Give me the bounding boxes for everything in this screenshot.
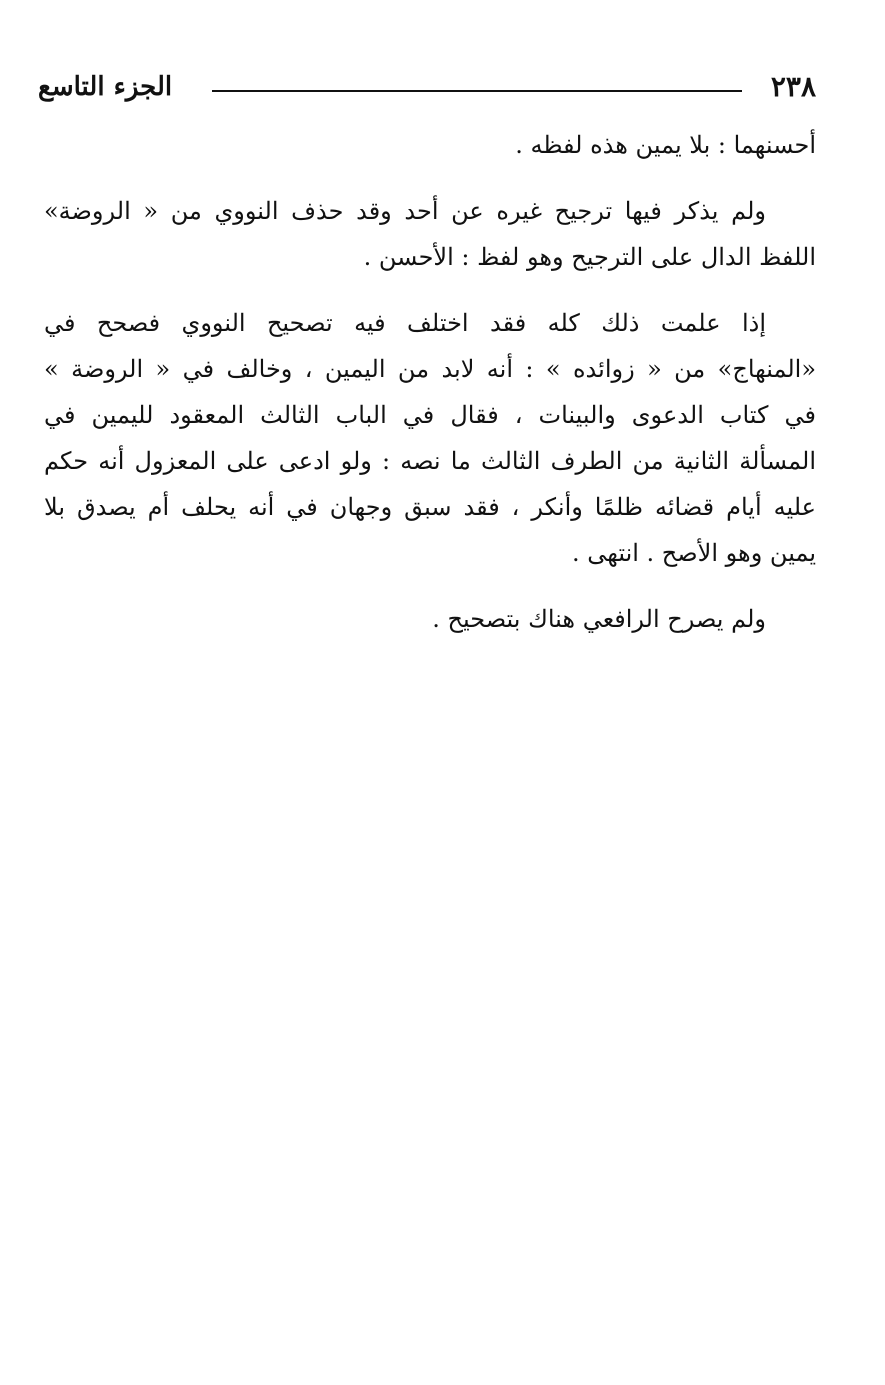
page-header	[38, 62, 816, 112]
text-line: أحسنهما : بلا يمين هذه لفظه .	[515, 131, 816, 159]
text-line: ولم يصرح الرافعي هناك بتصحيح .	[432, 605, 766, 633]
body-text	[44, 122, 816, 642]
paragraph-3	[44, 300, 816, 576]
text-line: اللفظ الدال على الترجيح وهو لفظ : الأحسن .	[363, 243, 816, 271]
text-line: المسألة الثانية من الطرف الثالث ما نصه : ولو ادعى على المعزول أنه حكم	[44, 447, 816, 475]
text-line: عليه أيام قضائه ظلمًا وأنكر ، فقد سبق وجهان في أنه يحلف أم يصدق بلا	[44, 493, 816, 521]
header-rule	[212, 90, 742, 92]
paragraph-1	[44, 122, 816, 168]
text-line: ولم يذكر فيها ترجيح غيره عن أحد وقد حذف النووي من « الروضة»	[44, 197, 766, 225]
text-line: يمين وهو الأصح . انتهى .	[572, 539, 816, 567]
running-title: الجزء التاسع	[38, 72, 173, 102]
text-line: إذا علمت ذلك كله فقد اختلف فيه تصحيح النووي فصحح في	[44, 309, 766, 337]
text-line: «المنهاج» من « زوائده » : أنه لابد من اليمين ، وخالف في « الروضة »	[44, 355, 816, 383]
page-number: ٢٣٨	[770, 70, 816, 103]
paragraph-2	[44, 188, 816, 280]
paragraph-4	[44, 596, 816, 642]
text-line: في كتاب الدعوى والبينات ، فقال في الباب الثالث المعقود لليمين في	[44, 401, 816, 429]
